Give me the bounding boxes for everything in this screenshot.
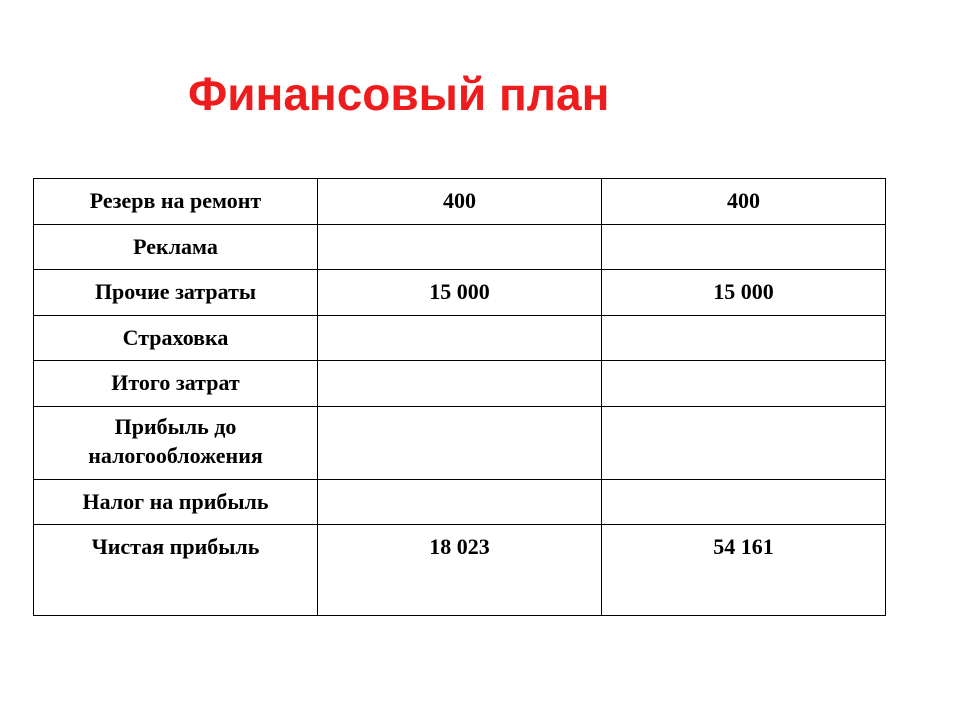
value-cell-col2	[602, 225, 886, 270]
value-text	[318, 225, 601, 232]
value-text: 400	[727, 188, 760, 213]
table-row	[34, 407, 886, 480]
value-text	[602, 361, 885, 368]
row-label: Прочие затраты	[94, 279, 257, 304]
value-text	[318, 480, 601, 487]
value-cell-col1	[318, 225, 602, 270]
value-text	[318, 407, 601, 414]
value-text: 400	[443, 188, 476, 213]
value-cell-col1	[318, 407, 602, 480]
value-cell-col2	[602, 407, 886, 480]
row-label-cell	[34, 361, 318, 407]
row-label: Налог на прибыль	[82, 489, 269, 514]
value-text: 15 000	[429, 279, 490, 304]
value-cell-col2	[602, 361, 886, 407]
value-cell-col2	[602, 270, 886, 316]
value-cell-col2	[602, 179, 886, 225]
row-label-cell	[34, 270, 318, 316]
table-row	[34, 225, 886, 270]
row-label-cell	[34, 407, 318, 480]
value-text	[318, 316, 601, 323]
value-text: 15 000	[713, 279, 774, 304]
value-text	[602, 225, 885, 232]
financial-plan-table	[33, 178, 886, 616]
page-title: Финансовый план	[188, 68, 610, 120]
table-row	[34, 480, 886, 525]
value-text	[318, 361, 601, 368]
value-cell-col1	[318, 270, 602, 316]
row-label-cell	[34, 480, 318, 525]
value-cell-col1	[318, 525, 602, 616]
value-cell-col1	[318, 480, 602, 525]
row-label-cell	[34, 225, 318, 270]
value-cell-col2	[602, 316, 886, 361]
table-row	[34, 361, 886, 407]
table-row	[34, 179, 886, 225]
row-label: Реклама	[133, 234, 218, 259]
row-label: Резерв на ремонт	[89, 188, 262, 213]
row-label: Страховка	[122, 325, 229, 350]
row-label: Прибыль до налогообложения	[88, 414, 263, 468]
row-label: Итого затрат	[111, 370, 240, 395]
value-text	[602, 407, 885, 414]
value-cell-col2	[602, 525, 886, 616]
value-text	[602, 480, 885, 487]
value-cell-col2	[602, 480, 886, 525]
value-text	[602, 316, 885, 323]
row-label-cell	[34, 316, 318, 361]
row-label: Чистая прибыль	[91, 534, 260, 559]
table-row	[34, 316, 886, 361]
value-text: 54 161	[713, 534, 774, 559]
value-cell-col1	[318, 179, 602, 225]
table-row	[34, 270, 886, 316]
value-cell-col1	[318, 316, 602, 361]
value-text: 18 023	[429, 534, 490, 559]
row-label-cell	[34, 179, 318, 225]
value-cell-col1	[318, 361, 602, 407]
table-row	[34, 525, 886, 616]
row-label-cell	[34, 525, 318, 616]
